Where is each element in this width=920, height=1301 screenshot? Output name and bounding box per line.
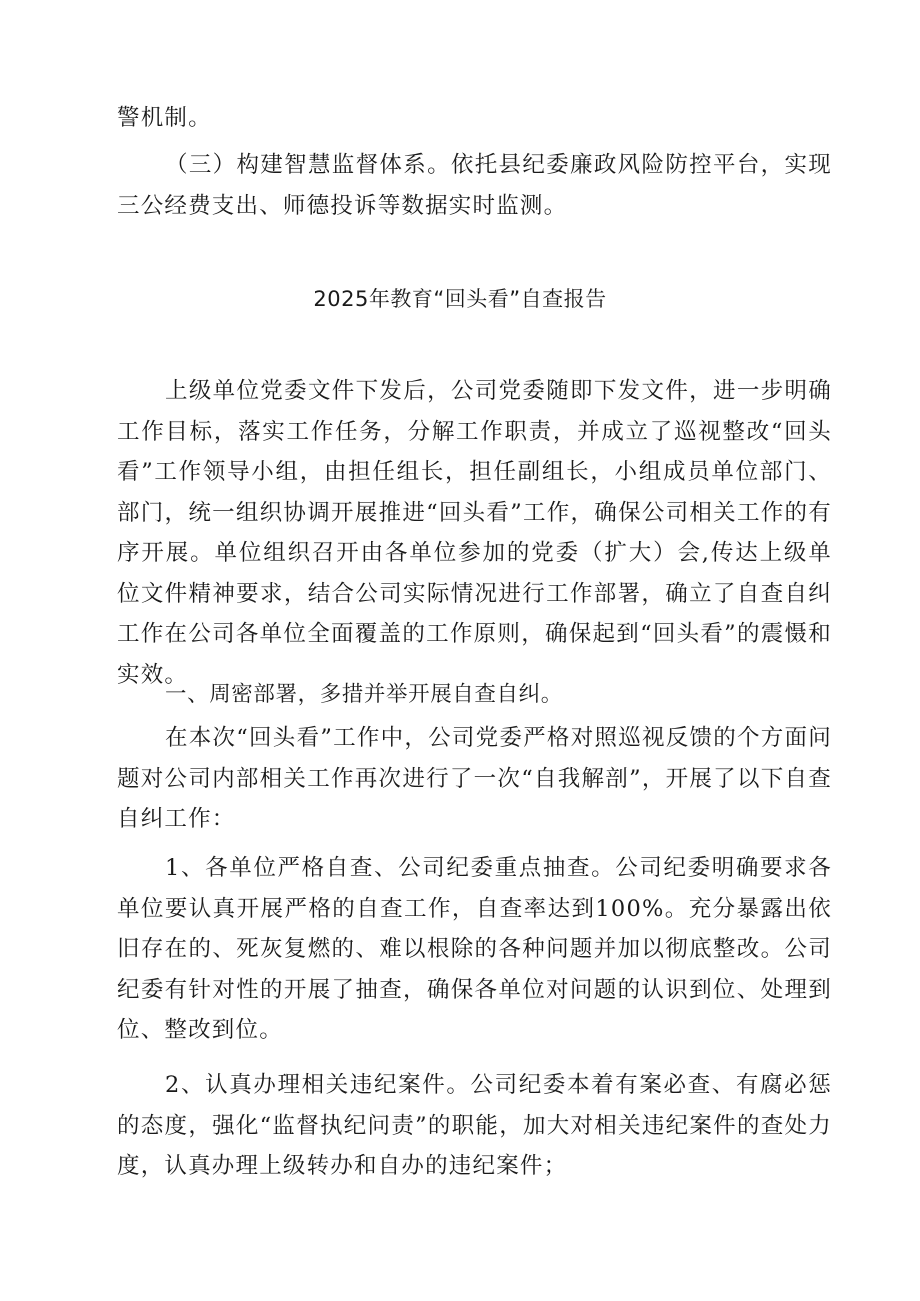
section-heading-1: 一、周密部署，多措并举开展自查自纠。 <box>165 682 563 707</box>
paragraph-self-check: 在本次“回头看”工作中，公司党委严格对照巡视反馈的个方面问题对公司内部相关工作再次进行了一次“自我解剖”，开展了以下自查自纠工作： <box>117 725 832 832</box>
paragraph-item-1: 1、各单位严格自查、公司纪委重点抽查。公司纪委明确要求各单位要认真开展严格的自查工作，自查率达到100%。充分暴露出依旧存在的、死灰复燃的、难以根除的各种问题并加以彻底整改。公司纪委有针对性的开展了抽查，确保各单位对问题的认识到位、处理到位、整改到位。 <box>117 855 832 1043</box>
paragraph-intro: 上级单位党委文件下发后，公司党委随即下发文件，进一步明确工作目标，落实工作任务，分解工作职责，并成立了巡视整改“回头看”工作领导小组，由担任组长，担任副组长，小组成员单位部门、部门，统一组织协调开展推进“回头看”工作，确保公司相关工作的有序开展。单位组织召开由各单位参加的党委（扩大）会,传达上级单位文件精神要求，结合公司实际情况进行工作部署，确立了自查自纠工作在公司各单位全面覆盖的工作原则，确保起到“回头看”的震慑和实效。 <box>117 378 832 688</box>
report-title: 2025年教育“回头看”自查报告 <box>313 287 607 311</box>
paragraph-item-2: 2、认真办理相关违纪案件。公司纪委本着有案必查、有腐必惩的态度，强化“监督执纪问责”的职能，加大对相关违纪案件的查处力度，认真办理上级转办和自办的违纪案件； <box>117 1072 832 1179</box>
paragraph-continuation: 警机制。 <box>117 105 212 131</box>
paragraph-smart-supervision: （三）构建智慧监督体系。依托县纪委廉政风险防控平台，实现三公经费支出、师德投诉等数据实时监测。 <box>117 152 832 219</box>
